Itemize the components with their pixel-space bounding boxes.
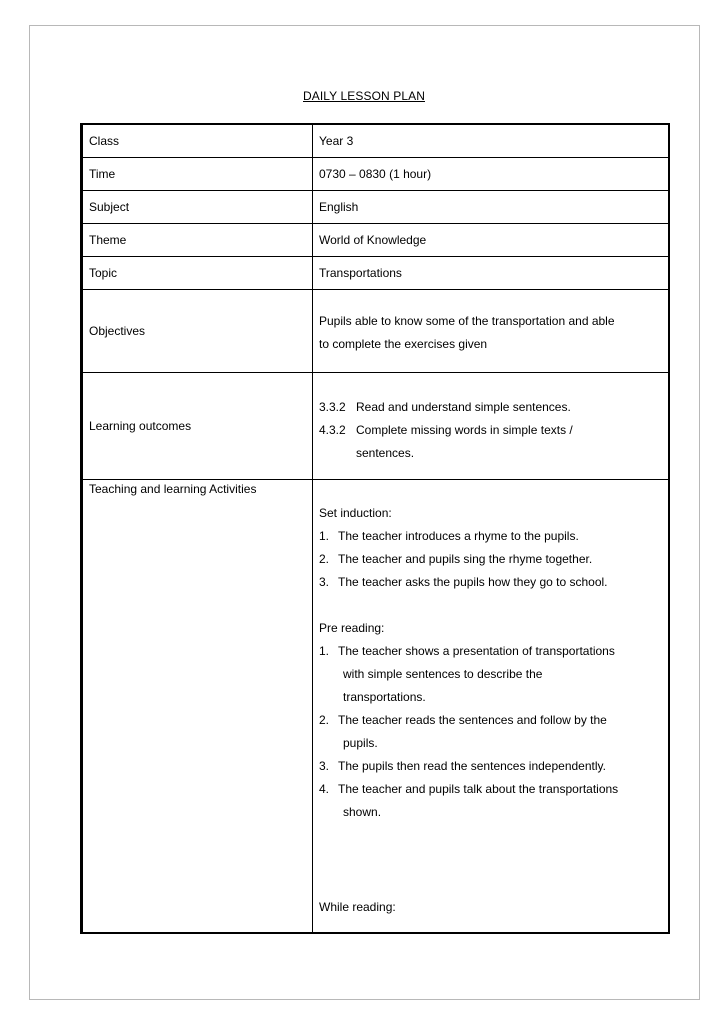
step-text: The teacher reads the sentences and follow by the <box>338 713 607 727</box>
class-label: Class <box>82 124 313 158</box>
while-reading-heading: While reading: <box>319 900 396 914</box>
table-row <box>82 191 670 224</box>
outcome-text: Read and understand simple sentences. <box>356 399 571 414</box>
outcome-item <box>319 419 662 442</box>
theme-value: World of Knowledge <box>313 224 670 257</box>
objectives-value <box>313 290 670 373</box>
list-item <box>319 778 662 801</box>
list-item <box>319 755 662 778</box>
table-row <box>82 290 670 373</box>
list-item <box>319 709 662 732</box>
list-item: 1. The teacher introduces a rhyme to the pupils. <box>319 525 662 548</box>
activities-label: Teaching and learning Activities <box>89 482 257 496</box>
outcome-item <box>319 396 662 419</box>
list-item: 3. The teacher asks the pupils how they go to school. <box>319 571 662 594</box>
table-row <box>82 224 670 257</box>
step-number: 4. <box>319 782 330 796</box>
topic-label: Topic <box>82 257 313 290</box>
objectives-label: Objectives <box>82 290 313 373</box>
learning-outcomes-value <box>313 373 670 480</box>
step-text: The teacher introduces a rhyme to the pupils. <box>338 529 579 543</box>
table-row <box>82 158 670 191</box>
step-text: The teacher asks the pupils how they go to school. <box>338 575 608 589</box>
class-value: Year 3 <box>313 124 670 158</box>
subject-value: English <box>313 191 670 224</box>
activities-label-cell <box>82 480 313 934</box>
learning-outcomes-label: Learning outcomes <box>82 373 313 480</box>
step-text-cont: transportations. <box>343 690 426 704</box>
objectives-line: Pupils able to know some of the transportation and able <box>319 313 615 328</box>
table-row <box>82 257 670 290</box>
step-text-cont: pupils. <box>343 736 378 750</box>
table-row <box>82 480 670 934</box>
objectives-line: to complete the exercises given <box>319 336 488 351</box>
step-text-cont: with simple sentences to describe the <box>343 667 543 681</box>
step-text: The teacher and pupils sing the rhyme together. <box>338 552 593 566</box>
table-row <box>82 373 670 480</box>
outcome-code: 4.3.2 <box>319 422 346 437</box>
list-item <box>319 640 662 663</box>
theme-label: Theme <box>82 224 313 257</box>
outcome-text-cont: sentences. <box>356 445 415 460</box>
step-text: The pupils then read the sentences independently. <box>338 759 606 773</box>
step-number: 3. <box>319 759 330 773</box>
list-item: 2. The teacher and pupils sing the rhyme together. <box>319 548 662 571</box>
step-text: The teacher shows a presentation of transportations <box>338 644 615 658</box>
time-label: Time <box>82 158 313 191</box>
set-induction-heading: Set induction: <box>319 506 392 520</box>
step-text: The teacher and pupils talk about the transportations <box>338 782 619 796</box>
step-text-cont: shown. <box>343 805 382 819</box>
pre-reading-heading: Pre reading: <box>319 621 385 635</box>
lesson-plan-table <box>80 123 670 934</box>
table-row <box>82 124 670 158</box>
topic-value: Transportations <box>313 257 670 290</box>
time-value: 0730 – 0830 (1 hour) <box>313 158 670 191</box>
step-number: 2. <box>319 713 330 727</box>
subject-label: Subject <box>82 191 313 224</box>
outcome-text: Complete missing words in simple texts / <box>356 422 573 437</box>
page-title: DAILY LESSON PLAN <box>303 89 425 103</box>
activities-value <box>313 480 670 934</box>
outcome-code: 3.3.2 <box>319 399 346 414</box>
step-number: 1. <box>319 644 330 658</box>
